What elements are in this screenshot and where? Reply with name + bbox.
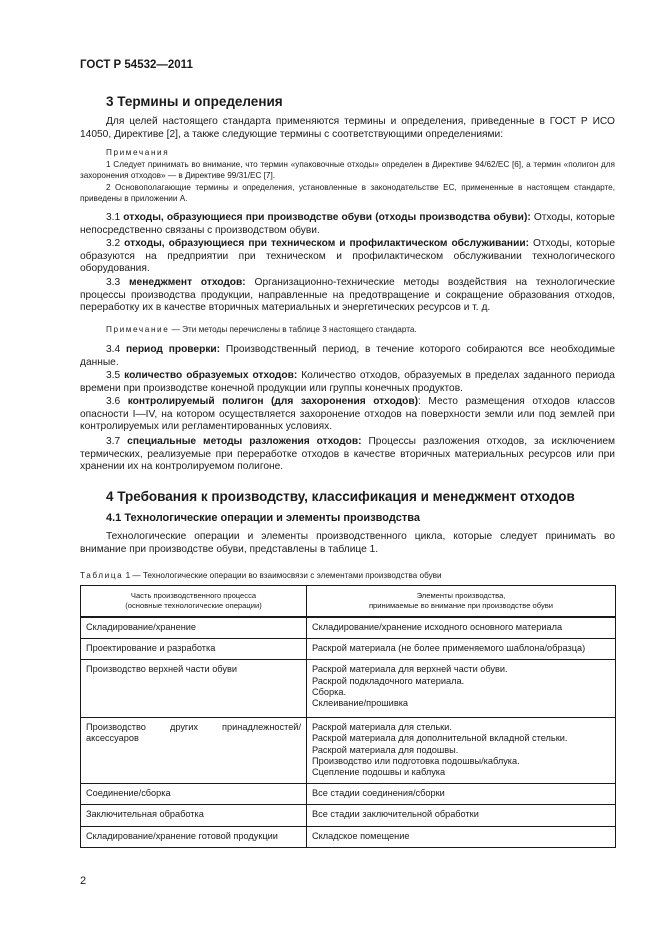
notes-label: Примечания [106,148,170,157]
col-header-process-part: Часть производственного процесса (основные технологические операции) [81,586,307,618]
table-1-caption: Таблица 1 — Технологические операции во взаимосвязи с элементами производства обуви [80,571,442,580]
term-3-6: 3.6 контролируемый полигон (для захоронения отходов): Место размещения отходов классов опасности I—IV, на котором осуществляется захоронение отходов на поверхности земли или под землей при контролируемых или регламентированных условиях. [80,396,615,432]
elements-cell: Все стадии соединения/сборки [307,784,616,805]
table-row [81,617,616,639]
elements-cell: Раскрой материала (не более применяемого шаблона/образца) [307,639,616,660]
process-part-cell: Производство верхней части обуви [81,660,307,718]
process-part-cell: Производство других принадлежностей/аксессуаров [81,718,307,784]
table-row [81,639,616,660]
table-row [81,826,616,847]
table-1 [80,585,616,848]
elements-cell: Все стадии заключительной обработки [307,805,616,826]
term-3-7: 3.7 специальные методы разложения отходов: Процессы разложения отходов, за исключением термических, реализуемые при переработке отходов в качестве вторичных материальных ресурсов или при хранении их на контролируемом полигоне. [80,436,615,472]
elements-cell: Раскрой материала для верхней части обуви. Раскрой подкладочного материала. Сборка. Склеивание/прошивка [307,660,616,718]
note-2: 2 Основополагающие термины и определения, установленные в законодательстве ЕС, примененные в настоящем стандарте, приведены в приложении А. [80,183,615,203]
section-3-title: 3 Термины и определения [106,94,283,109]
section-4-1-title: 4.1 Технологические операции и элементы производства [106,512,420,524]
table-row [81,660,616,718]
process-part-cell: Складирование/хранение готовой продукции [81,826,307,847]
elements-cell: Раскрой материала для стельки. Раскрой материала для дополнительной вкладной стельки. Раскрой материала для подошвы. Производство или подготовка подошвы/каблука. Сцепление подошвы и каблука [307,718,616,784]
table-header-row [81,586,616,618]
note-1: 1 Следует принимать во внимание, что термин «упаковочные отходы» определен в Директиве 94/62/ЕС [6], а термин «полигон для захоронения отходов» — в Директиве 99/31/ЕС [7]. [80,160,615,180]
section-3-intro: Для целей настоящего стандарта применяются термины и определения, приведенные в ГОСТ Р ИСО 14050, Директиве [2], а также следующие термины с соответствующими определениями: [80,116,615,140]
process-part-cell: Складирование/хранение [81,617,307,639]
standard-code: ГОСТ Р 54532—2011 [80,59,193,71]
process-part-cell: Соединение/сборка [81,784,307,805]
term-3-3: 3.3 менеджмент отходов: Организационно-технические методы воздействия на технологические процессы производства продукции, направленные на предотвращение и сокращение образования отходов, переработку их в качестве вторичных материальных и энергетических ресурсов и т. д. [80,277,615,313]
elements-cell: Складское помещение [307,826,616,847]
table-row [81,805,616,826]
term-3-4: 3.4 период проверки: Производственный период, в течение которого собираются все необходимые данные. [80,344,616,368]
section-4-1-intro: Технологические операции и элементы производственного цикла, которые следует принимать во внимание при производстве обуви, представлены в таблице 1. [80,531,615,555]
term-3-5: 3.5 количество образуемых отходов: Количество отходов, образуемых в пределах заданного периода времени при производстве конечной продукции или группы конечных продуктов. [80,370,615,394]
note-3-3: Примечание — Эти методы перечислены в таблице 3 настоящего стандарта. [106,325,417,334]
elements-cell: Складирование/хранение исходного основного материала [307,617,616,639]
page-number: 2 [80,875,87,887]
table-row [81,784,616,805]
col-header-production-elements: Элементы производства, принимаемые во внимание при производстве обуви [307,586,616,618]
term-3-1: 3.1 отходы, образующиеся при производстве обуви (отходы производства обуви): Отходы, которые непосредственно связаны с производством обуви. [80,212,615,236]
term-3-2: 3.2 отходы, образующиеся при техническом и профилактическом обслуживании: Отходы, которые образуются на предприятии при техническом и профилактическом обслуживании технологического оборудования. [80,238,615,274]
section-4-title: 4 Требования к производству, классификация и менеджмент отходов [106,489,575,504]
process-part-cell: Проектирование и разработка [81,639,307,660]
table-row [81,718,616,784]
process-part-cell: Заключительная обработка [81,805,307,826]
